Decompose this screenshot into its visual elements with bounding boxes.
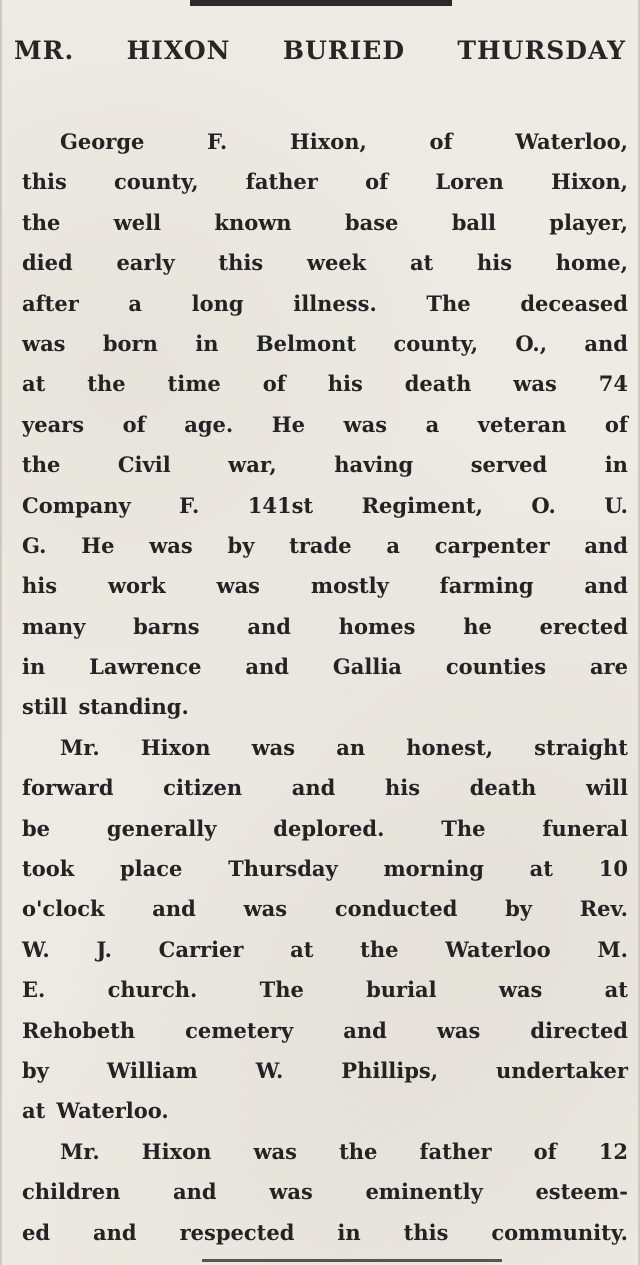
headline	[14, 36, 626, 65]
article-line: children and was eminently esteem-	[22, 1179, 628, 1205]
article-line: was born in Belmont county, O., and	[22, 330, 628, 356]
article-line: forward citizen and his death will	[22, 775, 628, 801]
article-line: at the time of his death was 74	[22, 371, 628, 397]
article-line: at Waterloo.	[22, 1098, 169, 1124]
article-line: ed and respected in this community.	[22, 1219, 628, 1245]
article-line: Mr. Hixon was the father of 12	[60, 1138, 628, 1164]
paragraph-3	[22, 1132, 628, 1253]
article-line: this county, father of Loren Hixon,	[22, 169, 628, 195]
paragraph-2	[22, 728, 628, 1132]
bottom-column-rule	[202, 1259, 502, 1262]
article-line: by William W. Phillips, undertaker	[22, 1057, 628, 1083]
headline-word: BURIED	[282, 36, 406, 65]
headline-word: HIXON	[126, 36, 231, 65]
article-line: Mr. Hixon was an honest, straight	[60, 734, 628, 760]
article-line: G. He was by trade a carpenter and	[22, 532, 628, 558]
headline-word: MR.	[14, 36, 75, 65]
article-line: his work was mostly farming and	[22, 573, 628, 599]
article-line: George F. Hixon, of Waterloo,	[60, 129, 628, 154]
article-line: after a long illness. The deceased	[22, 290, 628, 316]
article-line: many barns and homes he erected	[22, 613, 628, 639]
article-line: years of age. He was a veteran of	[22, 411, 628, 437]
top-column-rule	[190, 0, 452, 6]
article-line: be generally deplored. The funeral	[22, 815, 628, 841]
headline-word: THURSDAY	[457, 36, 626, 65]
article-line: E. church. The burial was at	[22, 977, 628, 1003]
article-line: the well known base ball player,	[22, 209, 628, 235]
article-line: died early this week at his home,	[22, 250, 628, 276]
article-line: o'clock and was conducted by Rev.	[22, 896, 628, 922]
paragraph-1	[22, 122, 628, 728]
article-line: still standing.	[22, 694, 189, 720]
article-line: Company F. 141st Regiment, O. U.	[22, 492, 628, 518]
article-line: in Lawrence and Gallia counties are	[22, 654, 628, 680]
article-line: the Civil war, having served in	[22, 452, 628, 478]
article-line: Rehobeth cemetery and was directed	[22, 1017, 628, 1043]
article-line: took place Thursday morning at 10	[22, 856, 628, 882]
article-body	[22, 122, 628, 1253]
article-line: W. J. Carrier at the Waterloo M.	[22, 936, 628, 962]
